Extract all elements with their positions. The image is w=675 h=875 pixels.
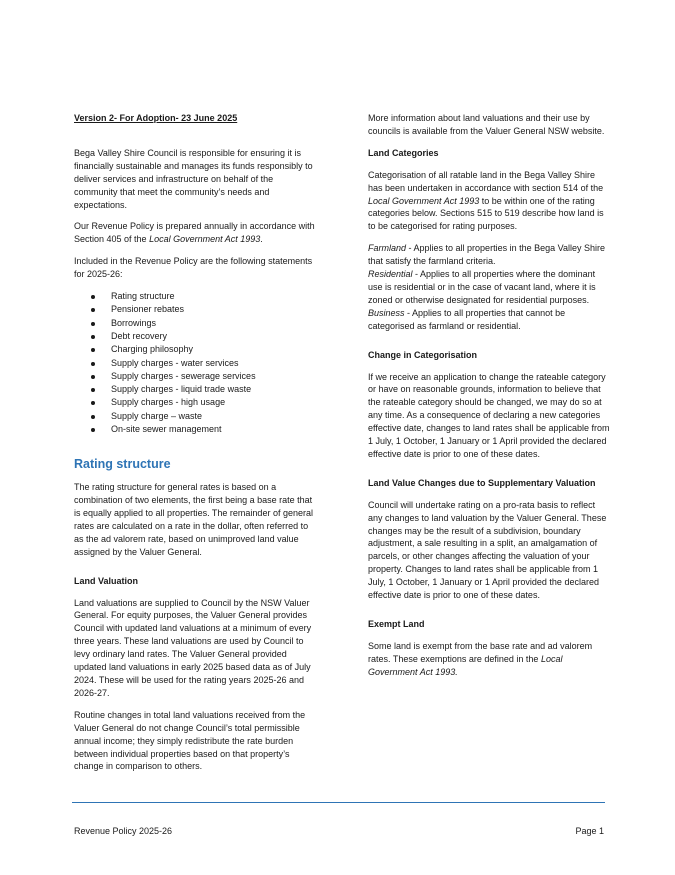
bullet-icon xyxy=(91,388,95,392)
intro-paragraph-3: Included in the Revenue Policy are the following statements for 2025-26: xyxy=(74,256,313,280)
list-item: Charging philosophy xyxy=(91,343,316,356)
list-item: Supply charges - high usage xyxy=(91,396,316,409)
bullet-icon xyxy=(91,428,95,432)
bullet-icon xyxy=(91,415,95,419)
footer-divider xyxy=(72,802,605,803)
change-categorisation-heading: Change in Categorisation xyxy=(368,349,478,360)
list-item: Supply charges - liquid trade waste xyxy=(91,383,316,396)
version-line: Version 2- For Adoption- 23 June 2025 xyxy=(74,113,238,123)
act-reference: Local Government Act 1993 xyxy=(368,195,480,206)
left-column xyxy=(74,112,316,782)
bullet-icon xyxy=(91,322,95,326)
land-categories-paragraph: Categorisation of all ratable land in the Bega Valley Shire has been undertaken in accordance with section 514 of the Local Government Act 1993 to be within one of the rating categories below. Sections 515 to 519 describe how land is to be categorised for rating purposes. xyxy=(368,169,604,232)
intro-paragraph-1: Bega Valley Shire Council is responsible for ensuring it is financially sustainable and manages its funds responsibly to deliver services and infrastructure on behalf of the community that meet the community’s needs and expectations. xyxy=(74,147,313,210)
list-item: Pensioner rebates xyxy=(91,303,316,316)
land-valuation-heading: Land Valuation xyxy=(74,575,139,586)
footer-page-number: Page 1 xyxy=(575,826,604,836)
bullet-icon xyxy=(91,375,95,379)
list-item: Rating structure xyxy=(91,290,316,303)
list-item: Debt recovery xyxy=(91,330,316,343)
exempt-land-heading: Exempt Land xyxy=(368,619,425,629)
land-valuation-paragraph-1: Land valuations are supplied to Council by the NSW Valuer General. For equity purposes, the Valuer General provides Council with updated land valuations at a minimum of every three years. These land valuations are used by Council to levy ordinary land rates. The Valuer General provided updated land valuations in early 2025 based data as of July 2024. These will be used for the rating years 2025-26 and 2026-27. xyxy=(74,597,312,698)
land-valuation-paragraph-2: Routine changes in total land valuations received from the Valuer General do not change Council’s total permissible annual income; they simply redistribute the rate burden between individual properties based on that property’s change in comparison to others. xyxy=(74,709,306,772)
right-column xyxy=(368,112,610,688)
bullet-icon xyxy=(91,401,95,405)
land-categories-heading: Land Categories xyxy=(368,147,439,158)
land-valuation-paragraph-3: More information about land valuations and their use by councils is available from the Valuer General NSW website. xyxy=(368,113,605,136)
bullet-icon xyxy=(91,295,95,299)
footer-document-title: Revenue Policy 2025-26 xyxy=(74,826,173,836)
category-business: Business - Applies to all properties that cannot be categorised as farmland or residential. xyxy=(368,307,566,331)
list-item: Supply charges - sewerage services xyxy=(91,370,316,383)
category-residential: Residential - Applies to all properties where the dominant use is residential or in the case of vacant land, where it is zoned or otherwise designated for residential purposes. xyxy=(368,269,596,305)
bullet-icon xyxy=(91,362,95,366)
category-farmland: Farmland - Applies to all properties in the Bega Valley Shire that satisfy the farmland criteria. xyxy=(368,243,605,267)
exempt-land-paragraph: Some land is exempt from the base rate and ad valorem rates. These exemptions are defined in the Local Government Act 1993. xyxy=(368,640,593,677)
rating-structure-paragraph: The rating structure for general rates is based on a combination of two elements, the first being a base rate that is equally applied to all properties. The remainder of general rates are calculated on a rate in the dollar, often referred to as the ad valorem rate, based on unimproved land value assigned by the Valuer General. xyxy=(74,482,313,557)
statements-list xyxy=(74,290,316,436)
list-item: Borrowings xyxy=(91,317,316,330)
list-item: Supply charges - water services xyxy=(91,357,316,370)
category-definitions xyxy=(368,242,610,332)
list-item: On-site sewer management xyxy=(91,423,316,436)
intro-paragraph-2: Our Revenue Policy is prepared annually in accordance with Section 405 of the Local Government Act 1993. xyxy=(74,221,315,245)
bullet-icon xyxy=(91,335,95,339)
supplementary-valuation-paragraph: Council will undertake rating on a pro-rata basis to reflect any changes to land valuation by the Valuer General. These changes may be the result of a subdivision, boundary adjustment, a sale resulting in a split, an amalgamation of parcels, or other changes affecting the valuation of your property. Changes to land rates shall be applicable from 1 July, 1 October, 1 January or 1 April provided the declared effective date is prior to one of these dates. xyxy=(368,499,607,601)
rating-structure-heading: Rating structure xyxy=(74,457,171,472)
supplementary-valuation-heading: Land Value Changes due to Supplementary Valuation xyxy=(368,477,596,488)
change-categorisation-paragraph: If we receive an application to change the rateable category or have on reasonable grounds, information to believe that the rateable category should be changed, we may do so at any time. As a consequence of declaring a new categories effective date, changes to land rates shall be applicable from 1 July, 1 October, 1 January or 1 April provided the declared effective date is prior to one of these dates. xyxy=(368,371,610,459)
list-item: Supply charge – waste xyxy=(91,410,316,423)
bullet-icon xyxy=(91,348,95,352)
bullet-icon xyxy=(91,308,95,312)
act-reference: Local Government Act 1993. xyxy=(368,653,563,677)
act-reference: Local Government Act 1993 xyxy=(149,234,261,245)
